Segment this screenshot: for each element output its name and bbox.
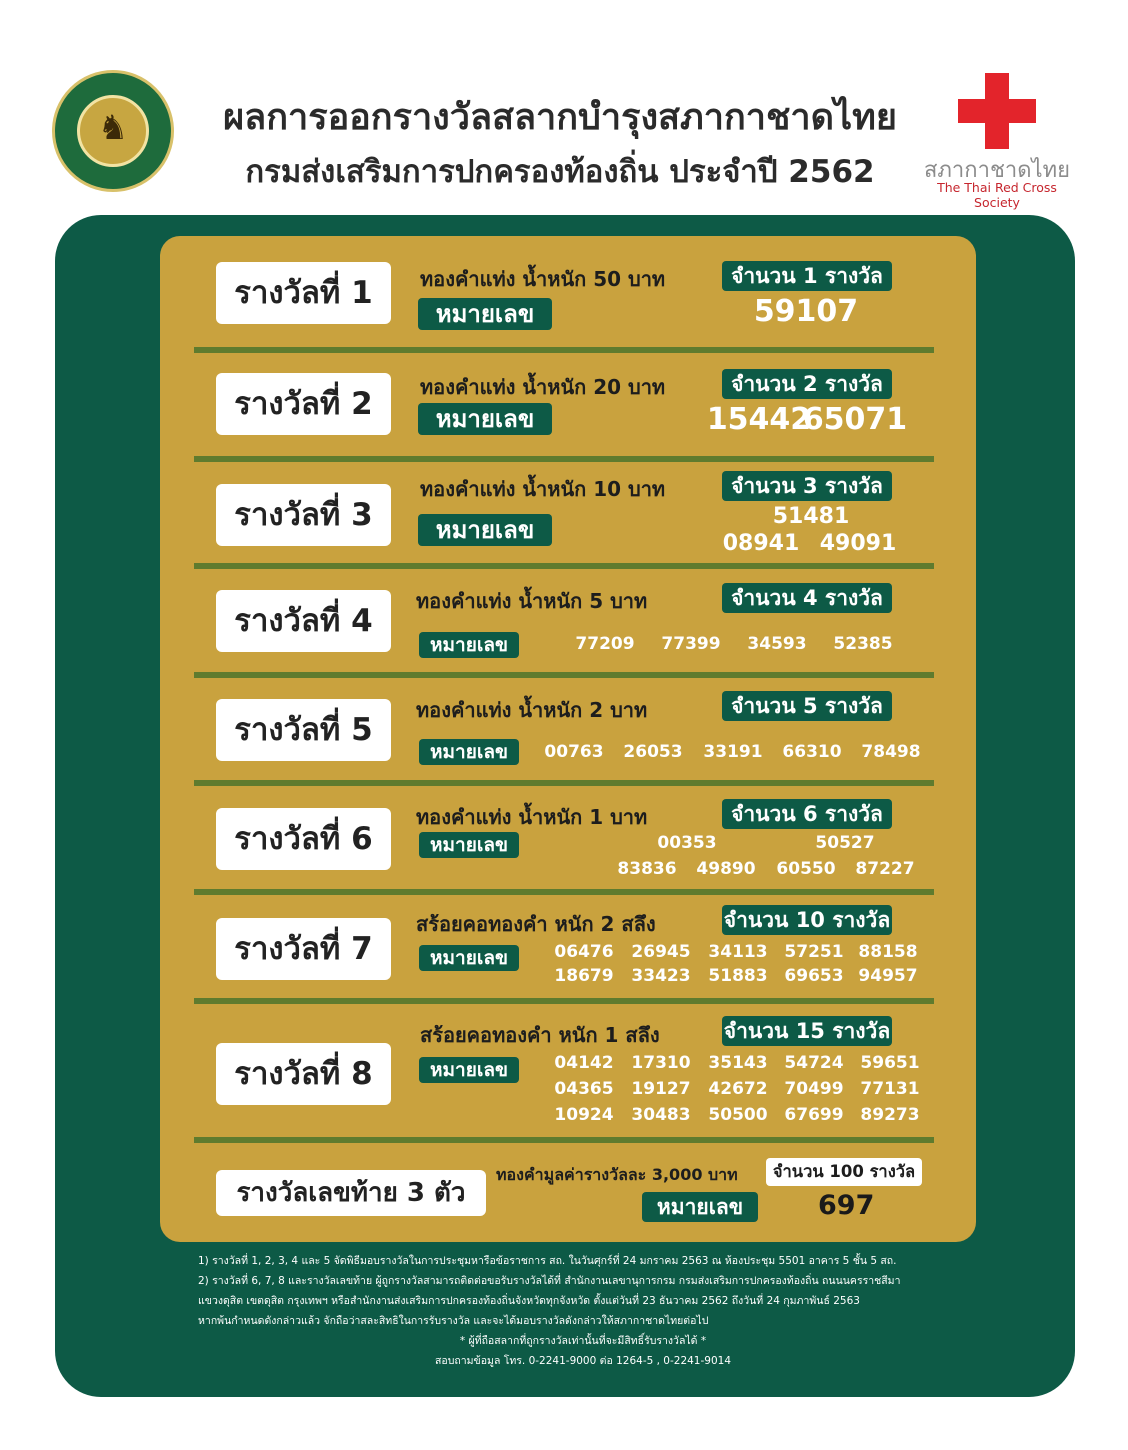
prize-8-number-label: หมายเลข — [419, 1057, 519, 1083]
prize-7-title: รางวัลที่ 7 — [216, 918, 391, 980]
prize-6-number: 87227 — [855, 859, 915, 879]
note-contact: สอบถามข้อมูล โทร. 0-2241-9000 ต่อ 1264-5 , 0-2241-9014 — [434, 1355, 731, 1367]
prize-7-desc: สร้อยคอทองคำ หนัก 2 สลึง — [416, 912, 656, 936]
prize-6-number: 83836 — [617, 859, 677, 879]
prize-6-count: จำนวน 6 รางวัล — [722, 799, 892, 829]
prize-1-desc: ทองคำแท่ง น้ำหนัก 50 บาท — [420, 267, 666, 291]
prize-8-number: 04365 — [554, 1079, 614, 1099]
prize-2-title: รางวัลที่ 2 — [216, 373, 391, 435]
prize-4-desc: ทองคำแท่ง น้ำหนัก 5 บาท — [416, 589, 648, 613]
prize-3-number-label: หมายเลข — [418, 514, 552, 546]
prize-3-number: 51481 — [772, 504, 850, 529]
redcross-name-th: สภากาชาดไทย — [924, 158, 1070, 183]
prize-7-number: 69653 — [784, 966, 844, 986]
prize-3-number: 08941 — [722, 531, 800, 556]
last3-number-label: หมายเลข — [642, 1192, 758, 1222]
lion-emblem-icon: ♞ — [97, 108, 129, 148]
divider — [194, 672, 934, 678]
prize-2-desc: ทองคำแท่ง น้ำหนัก 20 บาท — [420, 375, 666, 399]
prize-7-number-label: หมายเลข — [419, 945, 519, 971]
divider — [194, 998, 934, 1004]
last3-title: รางวัลเลขท้าย 3 ตัว — [216, 1170, 486, 1216]
prize-5-title: รางวัลที่ 5 — [216, 699, 391, 761]
prize-6-number: 49890 — [696, 859, 756, 879]
prize-4-title: รางวัลที่ 4 — [216, 590, 391, 652]
prize-5-number: 78498 — [861, 742, 921, 762]
divider — [194, 563, 934, 569]
dla-seal-icon — [52, 70, 174, 192]
prize-8-number: 30483 — [631, 1105, 691, 1125]
prize-8-number: 54724 — [784, 1053, 844, 1073]
prize-4-number-label: หมายเลข — [419, 632, 519, 658]
prize-4-count: จำนวน 4 รางวัล — [722, 583, 892, 613]
prize-2-count: จำนวน 2 รางวัล — [722, 369, 892, 399]
prize-8-number: 70499 — [784, 1079, 844, 1099]
prize-7-number: 26945 — [631, 942, 691, 962]
prize-1-number-label: หมายเลข — [418, 298, 552, 330]
prize-3-count: จำนวน 3 รางวัล — [722, 471, 892, 501]
prize-6-desc: ทองคำแท่ง น้ำหนัก 1 บาท — [416, 805, 648, 829]
last3-desc: ทองคำมูลค่ารางวัลละ 3,000 บาท — [496, 1165, 738, 1184]
note-line: แขวงดุสิต เขตดุสิต กรุงเทพฯ หรือสำนักงานส่งเสริมการปกครองท้องถิ่นจังหวัดทุกจังหวัด ตั้งแต่วันที่ 23 ธันวาคม 2562 ถึงวันที่ 24 กุมภาพันธ์ 2563 — [198, 1295, 860, 1307]
prize-7-number: 88158 — [858, 942, 918, 962]
prize-8-count: จำนวน 15 รางวัล — [722, 1016, 892, 1046]
divider — [194, 780, 934, 786]
prize-5-number: 00763 — [544, 742, 604, 762]
page-subtitle: กรมส่งเสริมการปกครองท้องถิ่น ประจำปี 2562 — [245, 154, 875, 190]
prize-6-number: 60550 — [776, 859, 836, 879]
prize-8-number: 89273 — [860, 1105, 920, 1125]
prize-6-title: รางวัลที่ 6 — [216, 808, 391, 870]
prize-8-number: 35143 — [708, 1053, 768, 1073]
prize-5-number: 26053 — [623, 742, 683, 762]
prize-8-number: 59651 — [860, 1053, 920, 1073]
prize-2-number: 15442 — [706, 402, 812, 437]
note-disclaimer: * ผู้ที่ถือสลากที่ถูกรางวัลเท่านั้นที่จะมีสิทธิ์รับรางวัลได้ * — [459, 1335, 707, 1347]
prize-1-title: รางวัลที่ 1 — [216, 262, 391, 324]
last3-count: จำนวน 100 รางวัล — [766, 1158, 922, 1186]
prize-7-number: 57251 — [784, 942, 844, 962]
prize-4-number: 77209 — [575, 634, 635, 654]
prize-5-desc: ทองคำแท่ง น้ำหนัก 2 บาท — [416, 698, 648, 722]
prize-7-count: จำนวน 10 รางวัล — [722, 905, 892, 935]
divider — [194, 889, 934, 895]
note-line: 2) รางวัลที่ 6, 7, 8 และรางวัลเลขท้าย ผู้ถูกรางวัลสามารถติดต่อขอรับรางวัลได้ที่ สำนักงานเลขานุการกรม กรมส่งเสริมการปกครองท้องถิ่น ถนนนครราชสีมา — [198, 1275, 901, 1287]
prize-8-number: 67699 — [784, 1105, 844, 1125]
prize-3-desc: ทองคำแท่ง น้ำหนัก 10 บาท — [420, 477, 666, 501]
prize-7-number: 94957 — [858, 966, 918, 986]
prize-8-number: 10924 — [554, 1105, 614, 1125]
prize-5-number: 66310 — [782, 742, 842, 762]
prize-2-number-label: หมายเลข — [418, 403, 552, 435]
prize-3-title: รางวัลที่ 3 — [216, 484, 391, 546]
red-cross-icon — [958, 73, 1036, 149]
prize-8-number: 42672 — [708, 1079, 768, 1099]
page-title: ผลการออกรางวัลสลากบำรุงสภากาชาดไทย — [223, 97, 897, 138]
prize-4-number: 52385 — [833, 634, 893, 654]
prize-7-number: 18679 — [554, 966, 614, 986]
prize-8-number: 17310 — [631, 1053, 691, 1073]
prize-8-desc: สร้อยคอทองคำ หนัก 1 สลึง — [420, 1023, 660, 1047]
prize-8-number: 19127 — [631, 1079, 691, 1099]
prize-7-number: 33423 — [631, 966, 691, 986]
prize-5-number: 33191 — [703, 742, 763, 762]
divider — [194, 1137, 934, 1143]
prize-6-number: 00353 — [657, 833, 717, 853]
prize-7-number: 51883 — [708, 966, 768, 986]
prize-1-count: จำนวน 1 รางวัล — [722, 261, 892, 291]
prize-6-number-label: หมายเลข — [419, 832, 519, 858]
redcross-name-en: The Thai Red Cross Society — [937, 180, 1057, 210]
divider — [194, 456, 934, 462]
prize-7-number: 06476 — [554, 942, 614, 962]
prize-2-number: 65071 — [802, 402, 908, 437]
last3-number: 697 — [818, 1190, 875, 1221]
divider — [194, 347, 934, 353]
prize-5-number-label: หมายเลข — [419, 739, 519, 765]
prize-1-number: 59107 — [753, 294, 859, 329]
note-line: หากพ้นกำหนดดังกล่าวแล้ว จักถือว่าสละสิทธิในการรับรางวัล และจะได้มอบรางวัลดังกล่าวให้สภากาชาดไทยต่อไป — [198, 1315, 709, 1327]
footnotes — [198, 1254, 968, 1374]
prize-8-number: 77131 — [860, 1079, 920, 1099]
prize-8-number: 50500 — [708, 1105, 768, 1125]
prize-8-title: รางวัลที่ 8 — [216, 1043, 391, 1105]
prize-4-number: 34593 — [747, 634, 807, 654]
prize-6-number: 50527 — [815, 833, 875, 853]
prize-5-count: จำนวน 5 รางวัล — [722, 691, 892, 721]
note-line: 1) รางวัลที่ 1, 2, 3, 4 และ 5 จัดพิธีมอบรางวัลในการประชุมหารือข้อราชการ สถ. ในวันศุกร์ที่ 24 มกราคม 2563 ณ ห้องประชุม 5501 อาคาร 5 ชั้น 5 สถ. — [198, 1255, 897, 1267]
seal-emblem — [77, 95, 149, 167]
prize-3-number: 49091 — [819, 531, 897, 556]
prize-4-number: 77399 — [661, 634, 721, 654]
prize-8-number: 04142 — [554, 1053, 614, 1073]
prize-7-number: 34113 — [708, 942, 768, 962]
